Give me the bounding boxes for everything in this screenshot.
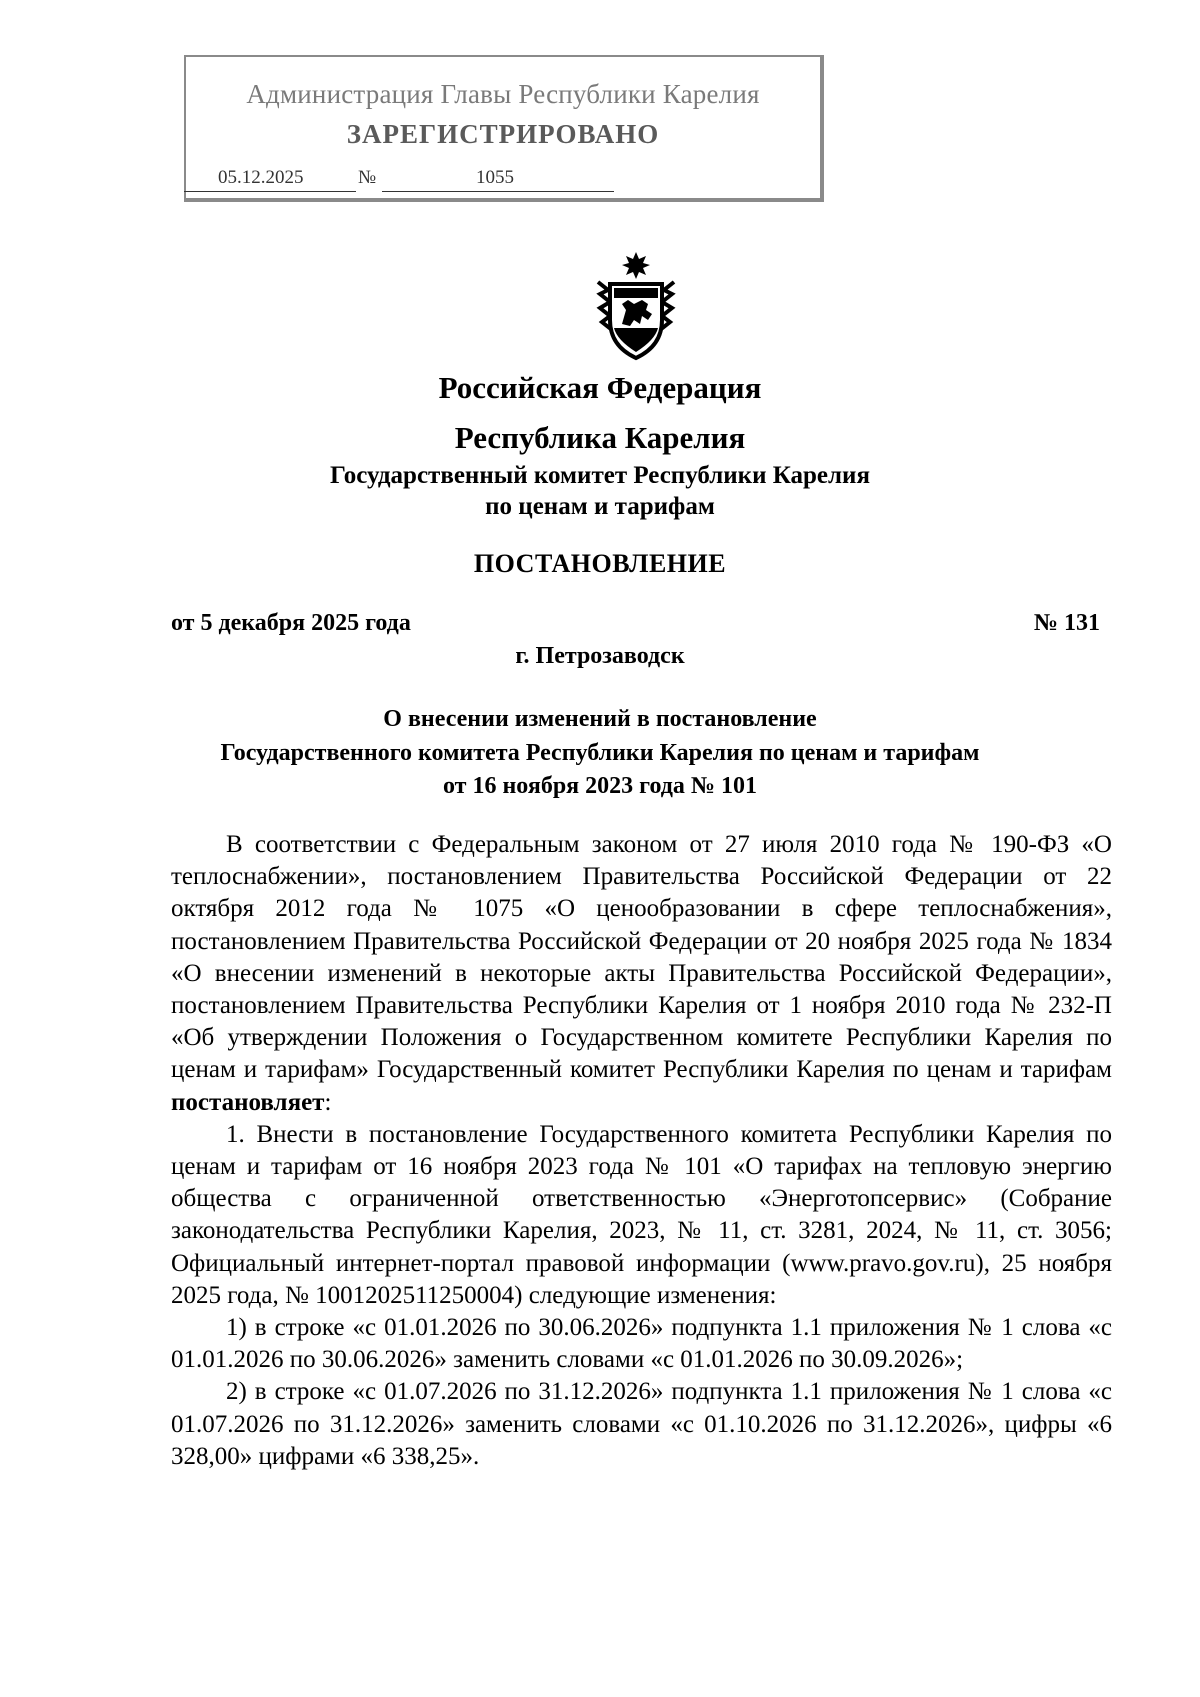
stamp-authority: Администрация Главы Республики Карелия (246, 79, 760, 109)
country-heading: Российская Федерация (438, 370, 762, 405)
preamble-paragraph (171, 829, 1112, 1119)
document-body (171, 829, 1112, 1473)
decree-word: постановляет (171, 1088, 325, 1116)
subitem-2-paragraph: 2) в строке «с 01.07.2026 по 31.12.2026» подпункта 1.1 приложения № 1 слова «с 01.07.2026 по 31.12.2026» заменить словами «с 01.10.2026 по 31.12.2026», цифры «6 328,00» цифрами «6 338,25». (171, 1378, 1112, 1470)
committee-heading-line2: по ценам и тарифам (485, 493, 715, 520)
document-type-heading: ПОСТАНОВЛЕНИЕ (473, 549, 727, 578)
item-1-paragraph: 1. Внести в постановление Государственного комитета Республики Карелия по ценам и тарифам от 16 ноября 2023 года № 101 «О тарифах на тепловую энергию общества с ограниченной ответственностью «Энерготопсервис» (Собрание законодательства Республики Карелия, 2023, № 11, ст. 3281, 2024, № 11, ст. 3056; Официальный интернет-портал правовой информации (www.pravo.gov.ru), 25 ноября 2025 года, № 1001202511250004) следующие изменения: (171, 1120, 1112, 1309)
karelia-coat-of-arms-icon (592, 250, 680, 362)
decree-colon: : (324, 1088, 332, 1116)
stamp-status: ЗАРЕГИСТРИРОВАНО (346, 119, 660, 149)
title-line3: от 16 ноября 2023 года № 101 (442, 773, 758, 799)
republic-heading: Республика Карелия (454, 420, 746, 455)
title-line1: О внесении изменений в постановление (383, 706, 817, 732)
document-city: г. Петрозаводск (515, 643, 685, 669)
subitem-1-paragraph: 1) в строке «с 01.01.2026 по 30.06.2026» подпункта 1.1 приложения № 1 слова «с 01.01.2026 по 30.06.2026» заменить словами «с 01.01.2026 по 30.09.2026»; (171, 1314, 1112, 1374)
stamp-number-sign: № (358, 167, 377, 188)
committee-heading-line1: Государственный комитет Республики Карелия (330, 462, 870, 489)
registration-stamp (184, 55, 824, 202)
document-date: от 5 декабря 2025 года (171, 610, 411, 636)
title-line2: Государственного комитета Республики Карелия по ценам и тарифам (220, 740, 980, 766)
stamp-number: 1055 (476, 167, 514, 188)
document-number: № 131 (1033, 610, 1100, 636)
stamp-date: 05.12.2025 (218, 167, 304, 188)
preamble-text: В соответствии с Федеральным законом от 27 июля 2010 года № 190-ФЗ «О теплоснабжении», постановлением Правительства Российской Федерации от 22 октября 2012 года № 1075 «О ценообразовании в сфере теплоснабжения», постановлением Правительства Российской Федерации от 20 ноября 2025 года № 1834 «О внесении изменений в некоторые акты Правительства Российской Федерации», постановлением Правительства Республики Карелия от 1 ноября 2010 года № 232-П «Об утверждении Положения о Государственном комитете Республики Карелия по ценам и тарифам» Государственный комитет Республики Карелия по ценам и тарифам (171, 831, 1112, 1084)
